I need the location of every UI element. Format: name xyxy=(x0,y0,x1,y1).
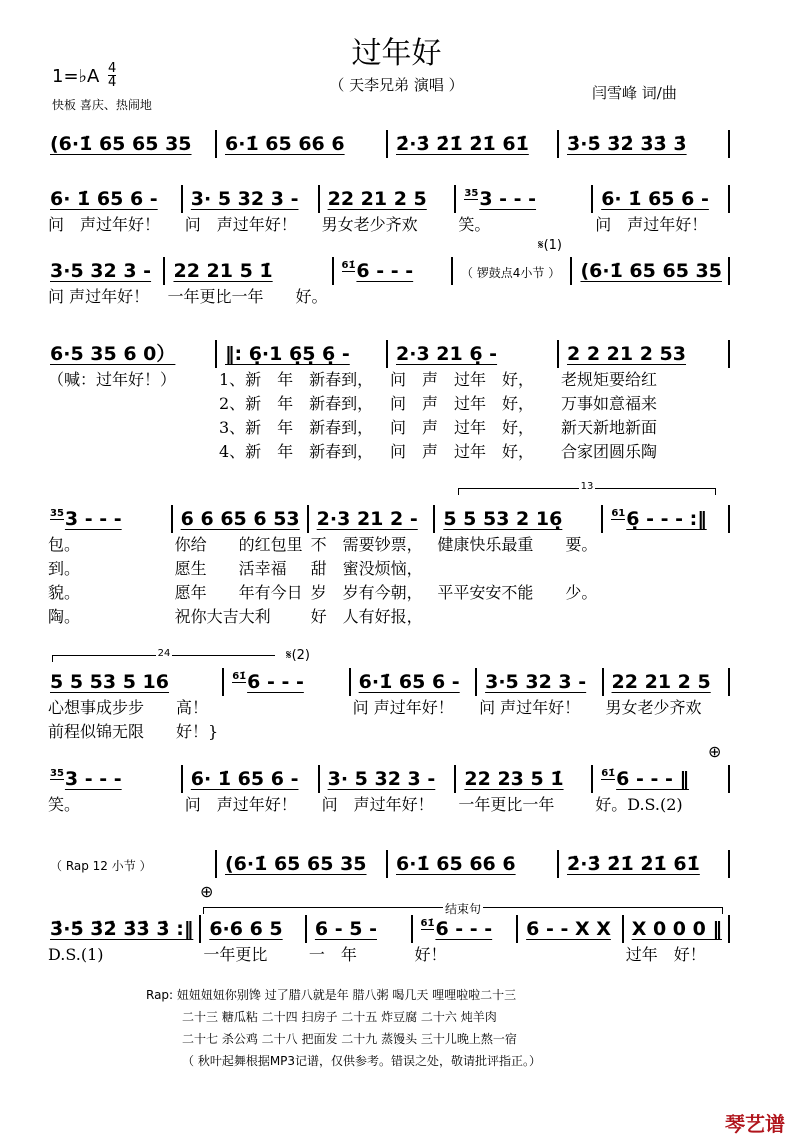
measure xyxy=(46,850,217,878)
grace-note: 61 xyxy=(611,508,626,519)
measure-notes xyxy=(217,340,388,368)
staff-row xyxy=(46,850,730,878)
measure xyxy=(456,765,593,817)
measure xyxy=(559,340,730,464)
measure xyxy=(224,668,350,744)
time-top: 4 xyxy=(108,61,117,76)
measure xyxy=(46,340,217,464)
measure-notes xyxy=(46,765,183,793)
measure xyxy=(46,257,165,309)
tempo-marking: 快板 喜庆、热闹地 xyxy=(52,98,152,112)
note-text: 22 23 5 1̇ xyxy=(464,768,564,790)
lyric-text: 愿年 年有今日 xyxy=(174,583,303,602)
measure xyxy=(559,850,730,878)
measure-notes xyxy=(559,850,730,878)
note-text: 6·1̇ 65 66 6 xyxy=(396,853,516,875)
lyric-text: 问 声过年好！ xyxy=(321,795,434,814)
lyric-text xyxy=(572,285,730,309)
note-text: 6·5 35 6 0） xyxy=(50,343,176,365)
coda-icon: ⊕ xyxy=(200,882,214,901)
measure-notes xyxy=(413,915,519,943)
measure xyxy=(201,915,307,967)
rap-label: Rap: xyxy=(146,988,174,1002)
lyric-text xyxy=(603,581,730,605)
lyric-text: 问 声过年好！ xyxy=(595,215,708,234)
key-signature: 1=♭A xyxy=(52,66,100,87)
lyric-text: 你给 的红包里 xyxy=(174,535,303,554)
lyric-text xyxy=(46,392,217,416)
staff-row xyxy=(46,185,730,237)
measure-notes xyxy=(46,340,217,368)
grace-note: 35 xyxy=(50,508,64,519)
lyric-text: 1、新 年 新春到， xyxy=(219,370,374,389)
measure xyxy=(320,185,457,237)
note-text: 5 5 53 2 16̣ xyxy=(443,508,563,530)
measure-notes xyxy=(456,185,593,213)
lyric-text xyxy=(604,720,730,744)
measure-notes xyxy=(165,257,333,285)
lyric-text: 新天新地新面 xyxy=(561,418,658,437)
measure xyxy=(603,505,730,629)
measure xyxy=(183,185,320,237)
measure-notes xyxy=(46,130,217,158)
lyric-text xyxy=(224,696,350,720)
measure xyxy=(559,130,730,158)
lyric-text: 问 声过年好！ xyxy=(479,698,581,717)
staff-row xyxy=(46,915,730,967)
measure xyxy=(388,850,559,878)
note-text: 3 - - - xyxy=(64,508,122,530)
note-text: (6·1̇ 65 65 35 xyxy=(225,853,367,875)
note-text: （ 锣鼓点4小节 ） xyxy=(460,266,561,280)
rap-line: 二十七 杀公鸡 二十八 把面发 二十九 蒸馒头 三十儿晚上熬一宿 xyxy=(182,1032,517,1046)
grace-note: 61̇ xyxy=(341,260,356,271)
measure xyxy=(217,130,388,158)
lyric-text: D.S.(1) xyxy=(48,945,104,964)
coda-icon: ⊕ xyxy=(708,742,722,761)
measure xyxy=(46,668,224,744)
lyric-text: 甜 蜜没烦恼， xyxy=(310,559,423,578)
note-text: 3·5 32 3 - xyxy=(50,260,152,282)
note-text: 6 - - - xyxy=(435,918,493,940)
measure xyxy=(624,915,730,967)
note-text: 6 6 65 6 53 xyxy=(180,508,300,530)
measure xyxy=(477,668,603,744)
measure-notes xyxy=(173,505,309,533)
lyric-text: 男女老少齐欢 xyxy=(321,215,418,234)
measure-notes xyxy=(320,185,457,213)
staff-row xyxy=(46,505,730,629)
measure-notes xyxy=(46,850,217,878)
bracket-label: 13 xyxy=(580,481,594,492)
lyric-text: 合家团圆乐陶 xyxy=(561,442,658,461)
note-text: 6 - - X X xyxy=(526,918,611,940)
transcriber-note: （ 秋叶起舞根据MP3记谱，仅供参考。错误之处，敬请批评指正。） xyxy=(182,1054,542,1068)
grace-note: 61̇ xyxy=(420,918,435,929)
measure-notes xyxy=(593,765,730,793)
segno-1: 𝄋(1) xyxy=(538,238,563,253)
rap-text: 妞妞妞妞你别馋 过了腊八就是年 腊八粥 喝几天 哩哩啦啦二十三 xyxy=(176,988,517,1002)
measure-notes xyxy=(309,505,436,533)
measure-notes xyxy=(572,257,730,285)
lyric-text: 男女老少齐欢 xyxy=(605,698,702,717)
lyric-text: 万事如意福来 xyxy=(561,394,658,413)
lyric-text xyxy=(477,720,603,744)
measure-notes xyxy=(388,340,559,368)
lyric-text xyxy=(351,720,477,744)
measure-notes xyxy=(559,130,730,158)
measure-notes xyxy=(217,850,388,878)
lyric-text xyxy=(603,605,730,629)
lyric-text: 笑。 xyxy=(458,215,491,234)
lyric-text: 健康快乐最重 要。 xyxy=(437,535,598,554)
note-text: 6 - - - xyxy=(356,260,414,282)
measure-notes xyxy=(593,185,730,213)
lyric-text: 问 声 过年 好， xyxy=(390,418,535,437)
lyric-text xyxy=(435,605,603,629)
lyric-text: 好！ xyxy=(414,945,447,964)
lyric-text xyxy=(334,285,453,309)
measure-notes xyxy=(46,185,183,213)
measure xyxy=(46,130,217,158)
measure xyxy=(435,505,603,629)
measure xyxy=(46,185,183,237)
lyric-text: 岁 岁有今朝， xyxy=(310,583,423,602)
measure-notes xyxy=(307,915,413,943)
lyric-text: 包。 xyxy=(48,535,81,554)
lyric-text: 愿生 活幸福 xyxy=(174,559,287,578)
note-text: X 0 0 0 ‖ xyxy=(631,918,722,940)
lyric-text: 2、新 年 新春到， xyxy=(219,394,374,413)
measure xyxy=(351,668,477,744)
lyric-text: 4、新 年 新春到， xyxy=(219,442,374,461)
note-text: 3· 5 32 3 - xyxy=(190,188,299,210)
note-text: 6·1̇ 65 6 - xyxy=(358,671,460,693)
lyric-text: 心想事成步步 高！ xyxy=(48,698,209,717)
site-logo: 琴艺谱 xyxy=(725,1112,785,1136)
lyric-text: 陶。 xyxy=(48,607,81,626)
note-text: 6· 1̇ 65 6 - xyxy=(601,188,709,210)
note-text: 2̇·3̇ 2̇1̇ 2̇1̇ 61̇ xyxy=(396,133,529,155)
measure xyxy=(572,257,730,309)
rap-line: 二十三 糖瓜粘 二十四 扫房子 二十五 炸豆腐 二十六 炖羊肉 xyxy=(182,1010,497,1024)
lyric-text: 一 年 xyxy=(308,945,357,964)
lyric-text: 貌。 xyxy=(48,583,81,602)
grace-note: 35 xyxy=(50,768,64,779)
repeat-bracket-13 xyxy=(458,481,716,495)
lyric-text xyxy=(603,533,730,557)
note-text: ‖: 6̣·1 6̣5̣ 6̣ - xyxy=(225,343,350,365)
measure-notes xyxy=(334,257,453,285)
measure xyxy=(217,850,388,878)
measure xyxy=(46,765,183,817)
lyric-text: 平平安安不能 少。 xyxy=(437,583,598,602)
measure-notes xyxy=(201,915,307,943)
lyric-text: 老规矩要给红 xyxy=(561,370,658,389)
grace-note: 61̇ xyxy=(601,768,616,779)
measure xyxy=(307,915,413,967)
measure-notes xyxy=(456,765,593,793)
ending-label: 结束句 xyxy=(444,902,481,916)
measure xyxy=(604,668,730,744)
measure xyxy=(46,915,201,967)
note-text: 3· 5 32 3 - xyxy=(327,768,436,790)
note-text: 2·3 21 6̣ - xyxy=(396,343,498,365)
measure-notes xyxy=(224,668,350,696)
note-text: 5 5 53 5 16 xyxy=(50,671,170,693)
note-text: 22 21 5 1̇ xyxy=(173,260,273,282)
segno-2: 𝄋(2) xyxy=(286,648,311,663)
performer: （ 天李兄弟 演唱 ） xyxy=(329,76,464,94)
measure xyxy=(46,505,173,629)
lyric-text: 不 需要钞票， xyxy=(310,535,423,554)
measure-notes xyxy=(46,915,201,943)
staff-row xyxy=(46,257,730,309)
note-text: 6 - - - xyxy=(247,671,304,693)
note-text: 3 - - - xyxy=(479,188,537,210)
measure-notes xyxy=(477,668,603,696)
note-text: 6·6 6 5 xyxy=(209,918,283,940)
staff-row xyxy=(46,340,730,464)
measure xyxy=(593,765,730,817)
lyric-text: 一年更比一年 好。 xyxy=(167,287,328,306)
lyric-text xyxy=(46,416,217,440)
lyric-text xyxy=(224,720,350,744)
lyric-text: 到。 xyxy=(48,559,81,578)
staff-row xyxy=(46,668,730,744)
lyric-text: 问 声 过年 好， xyxy=(390,442,535,461)
note-text: (6·1̇ 65 65 35 xyxy=(50,133,192,155)
measure-notes xyxy=(388,850,559,878)
measure xyxy=(173,505,309,629)
measure-notes xyxy=(183,185,320,213)
measure-notes xyxy=(351,668,477,696)
lyric-text xyxy=(435,557,603,581)
note-text: 3·5 32 3 - xyxy=(485,671,587,693)
time-bottom: 4 xyxy=(108,75,117,90)
measure xyxy=(388,340,559,464)
measure xyxy=(413,915,519,967)
measure-notes xyxy=(46,257,165,285)
song-title: 过年好 xyxy=(351,36,442,71)
note-text: 6·1̇ 65 66 6 xyxy=(225,133,345,155)
credit: 闫雪峰 词/曲 xyxy=(592,84,677,102)
lyric-text: 问 声过年好！ xyxy=(352,698,454,717)
lyric-text: 笑。 xyxy=(48,795,81,814)
note-text: 3̇·5̇ 3̇2̇ 3̇3̇ 3̇ :‖ xyxy=(50,918,194,940)
measure-notes xyxy=(435,505,603,533)
rap-line xyxy=(146,986,516,1003)
note-text: （ Rap 12 小节 ） xyxy=(50,859,152,873)
lyric-text xyxy=(518,943,624,967)
note-text: 6 - 5 - xyxy=(314,918,377,940)
measure xyxy=(217,340,388,464)
measure-notes xyxy=(46,668,224,696)
measure xyxy=(453,257,572,309)
measure-notes xyxy=(453,257,572,285)
measure-notes xyxy=(217,130,388,158)
measure-notes xyxy=(624,915,730,943)
note-text: 22 21 2 5 xyxy=(611,671,711,693)
note-text: 3̇·5̇ 3̇2̇ 3̇3̇ 3̇ xyxy=(567,133,687,155)
note-text: 6· 1̇ 65 6 - xyxy=(190,768,299,790)
lyric-text: 过年 好！ xyxy=(625,945,706,964)
note-text: 22 21 2 5 xyxy=(327,188,427,210)
note-text: 6 - - - ‖ xyxy=(616,768,689,790)
measure-notes xyxy=(604,668,730,696)
measure-notes xyxy=(603,505,730,533)
staff-row xyxy=(46,130,730,158)
lyric-text: （喊：过年好！） xyxy=(48,370,177,389)
measure xyxy=(183,765,320,817)
note-text: 6̣ - - - :‖ xyxy=(626,508,707,530)
lyric-text: 好 人有好报， xyxy=(310,607,423,626)
lyric-text xyxy=(46,440,217,464)
measure xyxy=(456,185,593,237)
measure-notes xyxy=(183,765,320,793)
note-text: 2·3 21 2 - xyxy=(316,508,418,530)
lyric-text: 问 声过年好！ xyxy=(184,795,297,814)
lyric-text: 问 声 过年 好， xyxy=(390,394,535,413)
note-text: 6· 1̇ 65 6 - xyxy=(50,188,158,210)
measure xyxy=(334,257,453,309)
grace-note: 61̇ xyxy=(232,671,247,682)
measure xyxy=(518,915,624,967)
lyric-text: 一年更比 xyxy=(203,945,268,964)
repeat-bracket-24 xyxy=(52,648,275,662)
measure xyxy=(165,257,333,309)
measure xyxy=(309,505,436,629)
bracket-label: 24 xyxy=(157,648,171,659)
lyric-text: 3、新 年 新春到， xyxy=(219,418,374,437)
measure xyxy=(320,765,457,817)
measure-notes xyxy=(388,130,559,158)
staff-row xyxy=(46,765,730,817)
measure xyxy=(593,185,730,237)
note-text: 2̇·3̇ 2̇1̇ 2̇1̇ 61̇ xyxy=(567,853,700,875)
note-text: 2 2 21 2 53 xyxy=(567,343,687,365)
lyric-text xyxy=(453,285,572,309)
lyric-text: 前程似锦无限 好！} xyxy=(48,722,219,741)
lyric-text: 问 声过年好！ xyxy=(48,215,161,234)
measure-notes xyxy=(320,765,457,793)
measure-notes xyxy=(518,915,624,943)
measure xyxy=(388,130,559,158)
measure-notes xyxy=(559,340,730,368)
lyric-text xyxy=(603,557,730,581)
note-text: (6·1̇ 65 65 35 xyxy=(580,260,722,282)
lyric-text: 一年更比一年 xyxy=(458,795,555,814)
lyric-text: 问 声过年好！ xyxy=(48,287,150,306)
lyric-text: 好。D.S.(2) xyxy=(595,795,683,814)
lyric-text: 祝你大吉大利 xyxy=(174,607,271,626)
measure-notes xyxy=(46,505,173,533)
note-text: 3 - - - xyxy=(64,768,122,790)
ending-bracket xyxy=(203,902,723,916)
lyric-text: 问 声 过年 好， xyxy=(390,370,535,389)
lyric-text: 问 声过年好！ xyxy=(184,215,297,234)
grace-note: 35 xyxy=(464,188,479,199)
